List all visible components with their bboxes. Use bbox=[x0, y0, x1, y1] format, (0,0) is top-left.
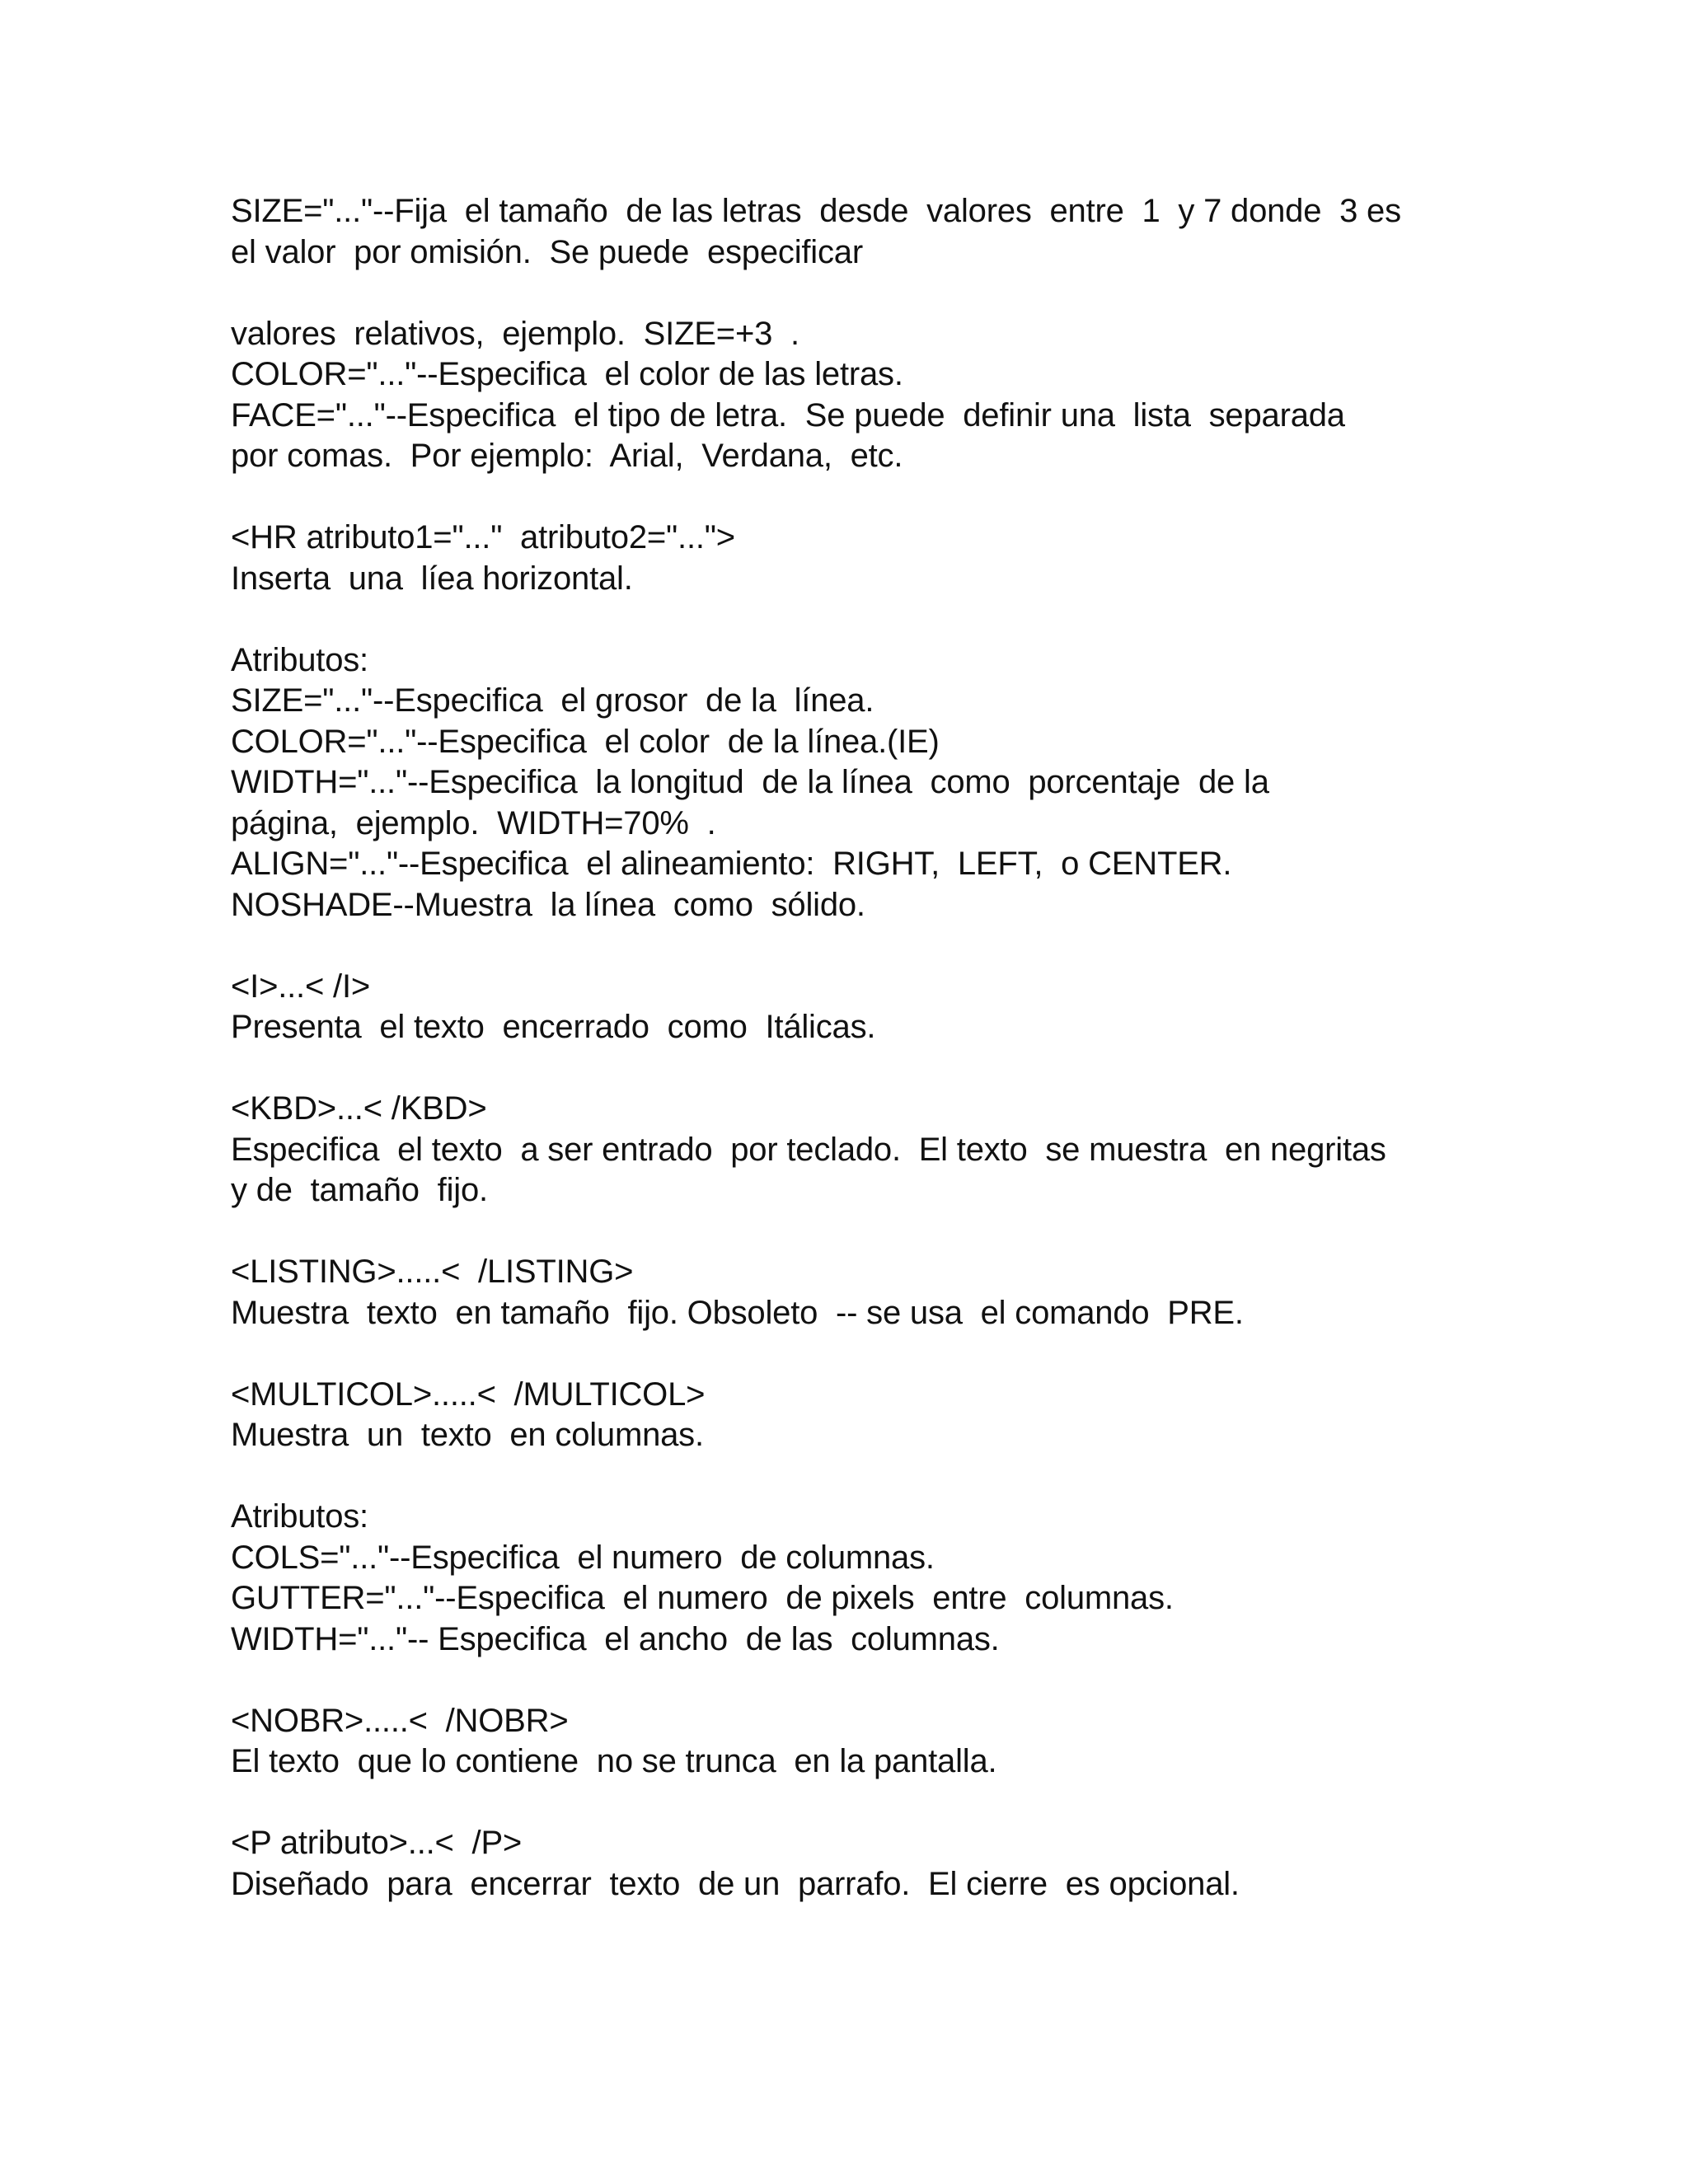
text-line: Muestra un texto en columnas. bbox=[231, 1417, 704, 1453]
text-line: SIZE="..."--Especifica el grosor de la línea. bbox=[231, 682, 874, 719]
text-line: Presenta el texto encerrado como Itálicas. bbox=[231, 1009, 876, 1045]
paragraph-gap bbox=[231, 1660, 1451, 1701]
paragraph-size-attribute bbox=[231, 191, 1451, 273]
text-line: WIDTH="..."--Especifica la longitud de la línea como porcentaje de la bbox=[231, 764, 1269, 800]
text-line: WIDTH="..."-- Especifica el ancho de las columnas. bbox=[231, 1620, 1000, 1657]
paragraph-gap bbox=[231, 1783, 1451, 1824]
text-line: Atributos: bbox=[231, 641, 368, 678]
text-line: Diseñado para encerrar texto de un parrafo. El cierre es opcional. bbox=[231, 1865, 1240, 1902]
text-line: <LISTING>.....< /LISTING> bbox=[231, 1254, 634, 1290]
text-line: ALIGN="..."--Especifica el alineamiento: RIGHT, LEFT, o CENTER. bbox=[231, 846, 1232, 882]
text-line: NOSHADE--Muestra la línea como sólido. bbox=[231, 886, 865, 923]
text-line: <NOBR>.....< /NOBR> bbox=[231, 1702, 569, 1739]
paragraph-gap bbox=[231, 1212, 1451, 1253]
text-line: COLOR="..."--Especifica el color de la línea.(IE) bbox=[231, 723, 940, 760]
text-line: SIZE="..."--Fija el tamaño de las letras desde valores entre 1 y 7 donde 3 es bbox=[231, 193, 1401, 229]
paragraph-gap bbox=[231, 1048, 1451, 1090]
paragraph-hr-attributes bbox=[231, 640, 1451, 926]
paragraph-i-tag bbox=[231, 967, 1451, 1048]
paragraph-multicol-attributes bbox=[231, 1497, 1451, 1660]
text-line: El texto que lo contiene no se trunca en la pantalla. bbox=[231, 1743, 997, 1779]
text-line: <P atributo>...< /P> bbox=[231, 1825, 523, 1861]
text-line: el valor por omisión. Se puede especificar bbox=[231, 233, 863, 270]
text-line: por comas. Por ejemplo: Arial, Verdana, etc. bbox=[231, 438, 903, 474]
text-line: Atributos: bbox=[231, 1498, 368, 1535]
paragraph-p-tag bbox=[231, 1823, 1451, 1905]
paragraph-gap bbox=[231, 926, 1451, 967]
text-line: Muestra texto en tamaño fijo. Obsoleto -- se usa el comando PRE. bbox=[231, 1294, 1244, 1331]
paragraph-font-attributes bbox=[231, 314, 1451, 477]
text-line: GUTTER="..."--Especifica el numero de pixels entre columnas. bbox=[231, 1580, 1174, 1616]
text-line: COLOR="..."--Especifica el color de las letras. bbox=[231, 356, 903, 392]
paragraph-gap bbox=[231, 1333, 1451, 1375]
paragraph-multicol-tag bbox=[231, 1375, 1451, 1456]
text-line: COLS="..."--Especifica el numero de columnas. bbox=[231, 1539, 935, 1576]
paragraph-kbd-tag bbox=[231, 1089, 1451, 1212]
text-line: <KBD>...< /KBD> bbox=[231, 1090, 487, 1127]
text-line: <MULTICOL>.....< /MULTICOL> bbox=[231, 1376, 706, 1413]
text-line: <HR atributo1="..." atributo2="..."> bbox=[231, 519, 735, 555]
text-line: <I>...< /I> bbox=[231, 968, 371, 1005]
text-line: Inserta una líea horizontal. bbox=[231, 560, 633, 597]
document-page bbox=[231, 191, 1451, 1905]
text-line: FACE="..."--Especifica el tipo de letra. Se puede definir una lista separada bbox=[231, 396, 1345, 434]
paragraph-hr-tag bbox=[231, 518, 1451, 599]
paragraph-gap bbox=[231, 477, 1451, 518]
paragraph-gap bbox=[231, 273, 1451, 314]
text-line: Especifica el texto a ser entrado por teclado. El texto se muestra en negritas bbox=[231, 1131, 1386, 1168]
paragraph-gap bbox=[231, 1456, 1451, 1497]
paragraph-nobr-tag bbox=[231, 1701, 1451, 1783]
text-line: página, ejemplo. WIDTH=70% . bbox=[231, 804, 716, 841]
paragraph-listing-tag bbox=[231, 1252, 1451, 1333]
text-line: y de tamaño fijo. bbox=[231, 1172, 488, 1208]
text-line: valores relativos, ejemplo. SIZE=+3 . bbox=[231, 315, 799, 352]
paragraph-gap bbox=[231, 599, 1451, 640]
